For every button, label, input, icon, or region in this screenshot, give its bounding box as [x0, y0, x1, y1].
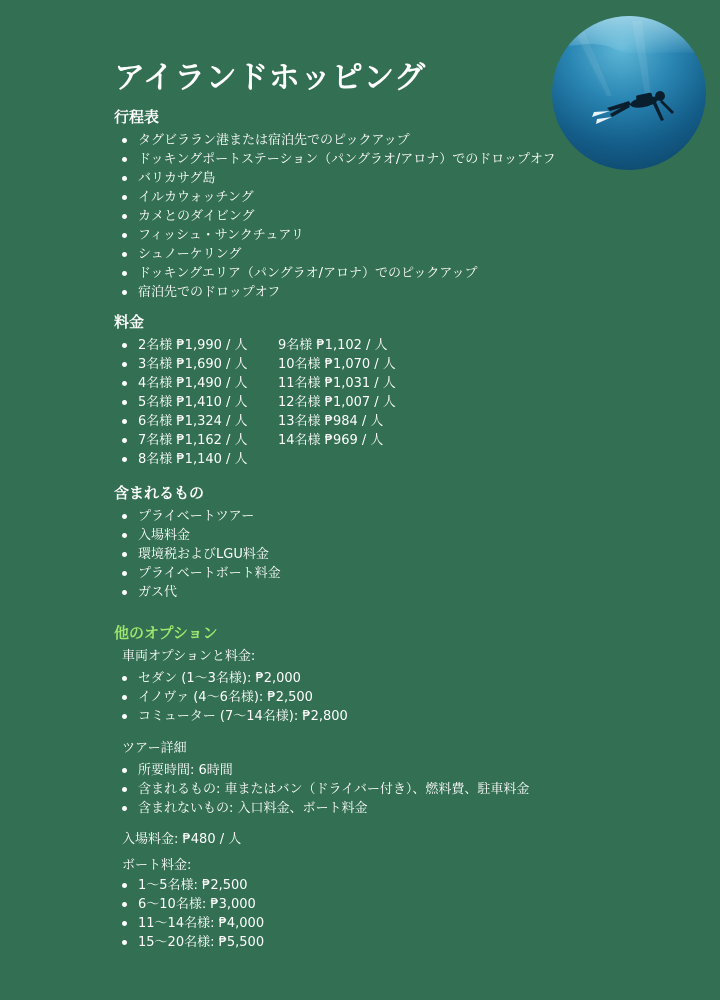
list-item: 入場料金: [114, 526, 281, 545]
itinerary-heading: 行程表: [114, 108, 160, 126]
list-item: セダン (1〜3名様): ₱2,000: [114, 669, 348, 688]
list-item: イルカウォッチング: [114, 188, 556, 207]
entrance-fee: 入場料金: ₱480 / 人: [122, 832, 242, 847]
page-title: アイランドホッピング: [114, 60, 426, 96]
price-right: 12名様 ₱1,007 / 人: [278, 395, 396, 410]
list-item: 11〜14名様: ₱4,000: [114, 914, 264, 933]
list-item: 宿泊先でのドロップオフ: [114, 283, 556, 302]
list-item: フィッシュ・サンクチュアリ: [114, 226, 556, 245]
list-item: 含まれないもの: 入口料金、ボート料金: [114, 799, 529, 818]
price-left: 8名様 ₱1,140 / 人: [138, 452, 248, 467]
list-item: 環境税およびLGU料金: [114, 545, 281, 564]
pricing-section: [114, 311, 396, 469]
price-row: [114, 393, 396, 412]
included-list: [114, 507, 281, 602]
tour-details-label: ツアー詳細: [122, 741, 187, 756]
boat-fee-list: [114, 876, 264, 952]
price-row: [114, 374, 396, 393]
list-item: プライベートツアー: [114, 507, 281, 526]
list-item: 15〜20名様: ₱5,500: [114, 933, 264, 952]
price-right: 11名様 ₱1,031 / 人: [278, 376, 396, 391]
diver-photo: [552, 16, 706, 170]
price-left: 7名様 ₱1,162 / 人: [138, 433, 248, 448]
price-left: 3名様 ₱1,690 / 人: [138, 357, 248, 372]
diver-icon: [552, 16, 706, 170]
list-item: 1〜5名様: ₱2,500: [114, 876, 264, 895]
list-item: タグビララン港または宿泊先でのピックアップ: [114, 131, 556, 150]
included-heading: 含まれるもの: [114, 484, 205, 502]
vehicle-options-list: [114, 669, 348, 726]
price-right: 13名様 ₱984 / 人: [278, 414, 384, 429]
price-left: 2名様 ₱1,990 / 人: [138, 338, 248, 353]
other-options-heading: 他のオプション: [114, 624, 218, 642]
price-row: [114, 450, 396, 469]
price-right: 14名様 ₱969 / 人: [278, 433, 384, 448]
tour-details-list: [114, 761, 529, 818]
pricing-list: [114, 336, 396, 469]
itinerary-section: [114, 106, 556, 302]
list-item: バリカサグ島: [114, 169, 556, 188]
price-left: 6名様 ₱1,324 / 人: [138, 414, 248, 429]
price-right: 10名様 ₱1,070 / 人: [278, 357, 396, 372]
itinerary-list: [114, 131, 556, 302]
price-row: [114, 336, 396, 355]
vehicle-options-label: 車両オプションと料金:: [122, 649, 256, 664]
list-item: カメとのダイビング: [114, 207, 556, 226]
list-item: 含まれるもの: 車またはバン（ドライバー付き）、燃料費、駐車料金: [114, 780, 529, 799]
included-section: [114, 482, 281, 602]
pricing-heading: 料金: [114, 313, 145, 331]
list-item: ドッキングエリア（パングラオ/アロナ）でのピックアップ: [114, 264, 556, 283]
list-item: 所要時間: 6時間: [114, 761, 529, 780]
list-item: ガス代: [114, 583, 281, 602]
list-item: ドッキングポートステーション（パングラオ/アロナ）でのドロップオフ: [114, 150, 556, 169]
list-item: イノヴァ (4〜6名様): ₱2,500: [114, 688, 348, 707]
price-row: [114, 412, 396, 431]
list-item: プライベートボート料金: [114, 564, 281, 583]
price-row: [114, 355, 396, 374]
price-left: 4名様 ₱1,490 / 人: [138, 376, 248, 391]
list-item: シュノーケリング: [114, 245, 556, 264]
price-left: 5名様 ₱1,410 / 人: [138, 395, 248, 410]
price-row: [114, 431, 396, 450]
boat-fee-label: ボート料金:: [122, 858, 192, 873]
price-right: 9名様 ₱1,102 / 人: [278, 338, 388, 353]
list-item: コミューター (7〜14名様): ₱2,800: [114, 707, 348, 726]
list-item: 6〜10名様: ₱3,000: [114, 895, 264, 914]
